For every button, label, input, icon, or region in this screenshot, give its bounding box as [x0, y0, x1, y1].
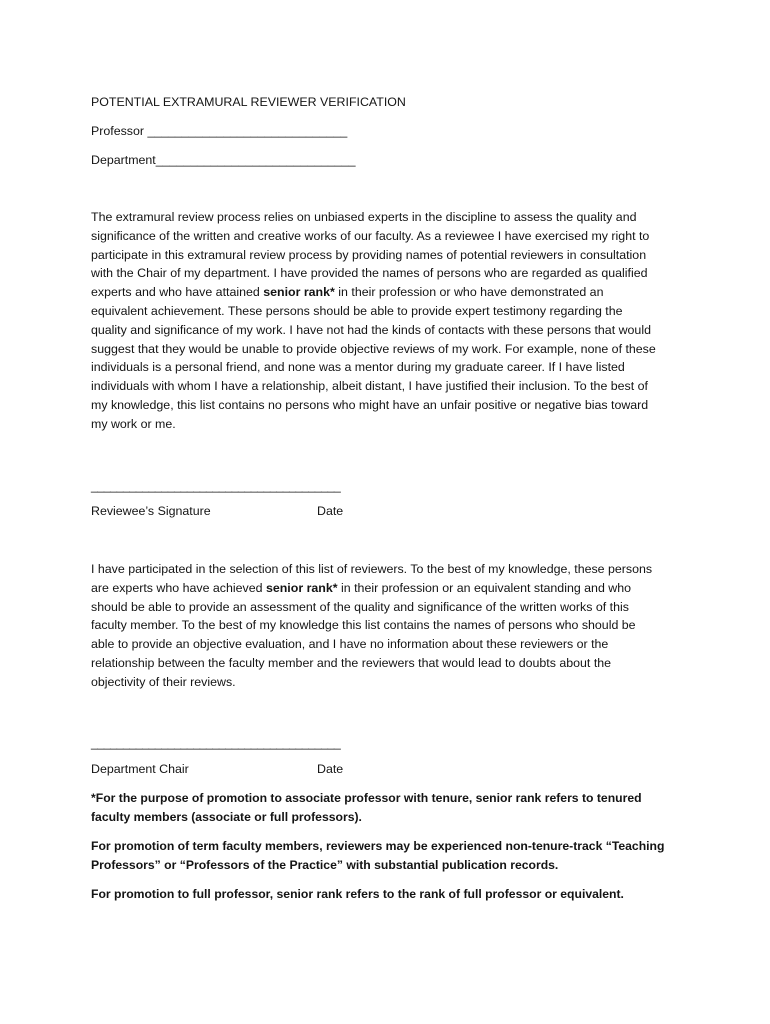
text-line: objectivity of their reviews.: [91, 674, 236, 689]
senior-rank-emphasis: senior rank*: [263, 285, 335, 300]
document-title: POTENTIAL EXTRAMURAL REVIEWER VERIFICATION: [91, 95, 406, 109]
text-line: individuals is a personal friend, and none was a mentor during my graduate career. If I have listed: [91, 360, 625, 375]
chair-signature-caption: Department Chair: [91, 762, 189, 776]
text-line: [91, 579, 683, 598]
text-line: faculty member. To the best of my knowledge this list contains the names of persons who should be: [91, 618, 636, 633]
professor-field: Professor _____________________________: [91, 124, 348, 138]
text-line: I have participated in the selection of this list of reviewers. To the best of my knowledge, these persons: [91, 562, 653, 576]
department-field: Department_____________________________: [91, 153, 356, 167]
text-line: The extramural review process relies on unbiased experts in the discipline to assess the quality and: [91, 210, 637, 224]
text-line: with the Chair of my department. I have provided the names of persons who are regarded as qualified: [91, 266, 648, 281]
reviewee-statement-paragraph: [91, 208, 683, 434]
footnote-full-professor: [91, 885, 691, 904]
text-line: participate in this extramural review process by providing names of potential reviewers in consultation: [91, 247, 647, 262]
reviewee-date-label: Date: [317, 504, 344, 518]
reviewee-signature-caption: Reviewee’s Signature: [91, 504, 211, 518]
text-line: should be able to provide an assessment of the quality and significance of the written works of this: [91, 599, 629, 614]
senior-rank-emphasis: senior rank*: [265, 580, 338, 595]
note-line: For promotion to full professor, senior rank refers to the rank of full professor or equivalent.: [91, 887, 624, 901]
text-line: individuals with whom I have a relationship, albeit distant, I have justified their inclusion. To the best of: [91, 379, 648, 394]
text-line: quality and significance of my work. I have not had the kinds of contacts with these persons that would: [91, 322, 651, 337]
text-line: my work or me.: [91, 416, 176, 431]
reviewee-signature-line: _______________________________________: [91, 479, 341, 493]
note-line: For promotion of term faculty members, reviewers may be experienced non-tenure-track “Teaching: [91, 839, 665, 853]
text-line: able to provide an objective evaluation, and I have no information about these reviewers or the: [91, 637, 609, 652]
text-line: suggest that they would be unable to provide objective reviews of my work. For example, none of these: [91, 341, 656, 356]
text-line: equivalent achievement. These persons should be able to provide expert testimony regarding the: [91, 303, 623, 318]
note-line: *For the purpose of promotion to associate professor with tenure, senior rank refers to tenured: [91, 791, 642, 805]
chair-signature-line: _______________________________________: [91, 736, 341, 750]
note-line: faculty members (associate or full professors).: [91, 809, 362, 824]
text-line: significance of the written and creative works of our faculty. As a reviewee I have exercised my right to: [91, 228, 650, 243]
chair-statement-paragraph: [91, 560, 683, 692]
note-line: Professors” or “Professors of the Practice” with substantial publication records.: [91, 857, 559, 872]
text-line: relationship between the faculty member and the reviewers that would lead to doubts about the: [91, 655, 612, 670]
text-line: [91, 283, 683, 302]
text-segment: experts and who have attained: [91, 285, 264, 300]
footnote-term-faculty: [91, 837, 691, 874]
footnote-associate: [91, 789, 691, 826]
chair-date-label: Date: [317, 762, 344, 776]
text-segment: in their profession or an equivalent standing and who: [337, 580, 632, 595]
reviewee-signature-label: [91, 502, 344, 520]
text-line: my knowledge, this list contains no persons who might have an unfair positive or negative bias toward: [91, 397, 649, 412]
text-segment: are experts who have achieved: [91, 580, 266, 595]
text-segment: in their profession or who have demonstrated an: [334, 285, 604, 300]
chair-signature-label: [91, 760, 344, 778]
